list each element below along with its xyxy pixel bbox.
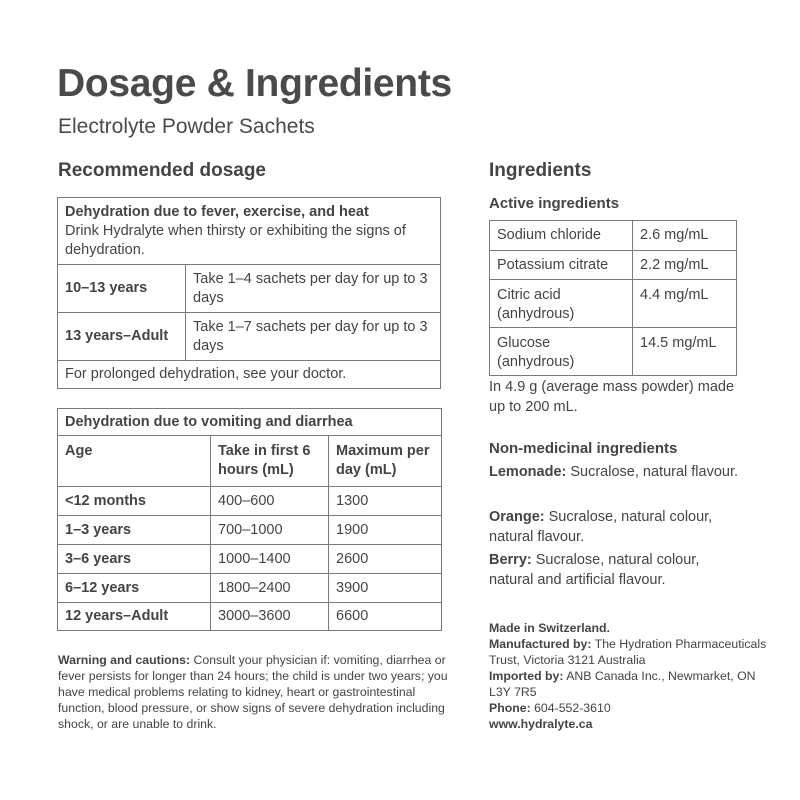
flavour-text: Sucralose, natural colour, natural flavour. (489, 509, 713, 545)
table-row (58, 545, 442, 574)
age-cell: 1–3 years (58, 516, 211, 545)
flavour-berry (489, 551, 744, 590)
first-6h-cell: 700–1000 (211, 516, 329, 545)
page-subtitle: Electrolyte Powder Sachets (58, 115, 315, 138)
ingredients-heading: Ingredients (489, 160, 592, 181)
manufacturer-text: The Hydration Pharmaceuticals Trust, Victoria 3121 Australia (489, 637, 767, 667)
manufacturer-label: Manufactured by: (489, 637, 592, 651)
ingredient-name: Potassium citrate (490, 251, 633, 280)
max-day-cell: 3900 (329, 574, 442, 603)
header-age: Age (58, 436, 211, 487)
table-row (490, 221, 737, 251)
manufacturer-info (489, 620, 779, 732)
table-row (58, 265, 441, 313)
phone-text: 604-552-3610 (530, 701, 611, 715)
made-in: Made in Switzerland. (489, 621, 610, 635)
dose-cell: Take 1–4 sachets per day for up to 3 days (186, 265, 441, 313)
ingredient-amount: 14.5 mg/mL (633, 328, 737, 376)
age-cell: 6–12 years (58, 574, 211, 603)
ingredient-amount: 2.2 mg/mL (633, 251, 737, 280)
vomiting-title: Dehydration due to vomiting and diarrhea (58, 409, 442, 436)
fever-footer: For prolonged dehydration, see your doctor. (58, 361, 441, 389)
ingredient-amount: 2.6 mg/mL (633, 221, 737, 251)
age-cell: 12 years–Adult (58, 603, 211, 631)
ingredient-name: Glucose (anhydrous) (490, 328, 633, 376)
active-note: In 4.9 g (average mass powder) made up to 200 mL. (489, 379, 735, 415)
flavour-text: Sucralose, natural flavour. (566, 464, 739, 480)
fever-title: Dehydration due to fever, exercise, and heat (65, 204, 369, 220)
age-cell: <12 months (58, 487, 211, 516)
table-row (58, 516, 442, 545)
phone-label: Phone: (489, 701, 531, 715)
max-day-cell: 2600 (329, 545, 442, 574)
flavour-name: Lemonade: (489, 464, 567, 480)
first-6h-cell: 1000–1400 (211, 545, 329, 574)
max-day-cell: 1300 (329, 487, 442, 516)
age-cell: 3–6 years (58, 545, 211, 574)
table-row (490, 251, 737, 280)
ingredient-amount: 4.4 mg/mL (633, 280, 737, 328)
table-row (58, 574, 442, 603)
table-row (490, 280, 737, 328)
flavour-text: Sucralose, natural colour, natural and artificial flavour. (489, 552, 700, 588)
warning-paragraph (58, 652, 448, 732)
dosage-heading: Recommended dosage (58, 160, 266, 181)
website-link[interactable]: www.hydralyte.ca (489, 717, 593, 731)
first-6h-cell: 3000–3600 (211, 603, 329, 631)
ingredient-name: Sodium chloride (490, 221, 633, 251)
page-title: Dosage & Ingredients (57, 62, 452, 105)
warning-text: Consult your physician if: vomiting, diarrhea or fever persists for longer than 24 hours; the child is under two years; you have medical problems relating to kidney, heart or gastrointestinal function, blood pressure, or show signs of severe dehydration including shock, or are unable to drink. (58, 653, 448, 731)
importer-label: Imported by: (489, 669, 564, 683)
flavour-orange (489, 508, 744, 547)
table-row (58, 487, 442, 516)
active-ingredients-table (489, 220, 737, 376)
vomiting-dosage-table (57, 408, 442, 631)
importer-text: ANB Canada Inc., Newmarket, ON L3Y 7R5 (489, 669, 756, 699)
ingredient-name: Citric acid (anhydrous) (490, 280, 633, 328)
warning-label: Warning and cautions: (58, 653, 191, 667)
first-6h-cell: 1800–2400 (211, 574, 329, 603)
header-max-day: Maximum per day (mL) (329, 436, 442, 487)
fever-dosage-table (57, 197, 441, 389)
max-day-cell: 1900 (329, 516, 442, 545)
age-cell: 10–13 years (58, 265, 186, 313)
max-day-cell: 6600 (329, 603, 442, 631)
flavour-name: Berry: (489, 552, 532, 568)
table-row (58, 313, 441, 361)
first-6h-cell: 400–600 (211, 487, 329, 516)
flavour-name: Orange: (489, 509, 545, 525)
active-ingredients-heading: Active ingredients (489, 195, 620, 212)
table-row (490, 328, 737, 376)
fever-text: Drink Hydralyte when thirsty or exhibiting the signs of dehydration. (65, 223, 406, 258)
flavour-lemonade (489, 463, 744, 483)
table-row (58, 603, 442, 631)
dose-cell: Take 1–7 sachets per day for up to 3 days (186, 313, 441, 361)
nonmedicinal-heading: Non-medicinal ingredients (489, 440, 678, 457)
fever-title-cell (58, 198, 441, 265)
age-cell: 13 years–Adult (58, 313, 186, 361)
header-first-6h: Take in first 6 hours (mL) (211, 436, 329, 487)
